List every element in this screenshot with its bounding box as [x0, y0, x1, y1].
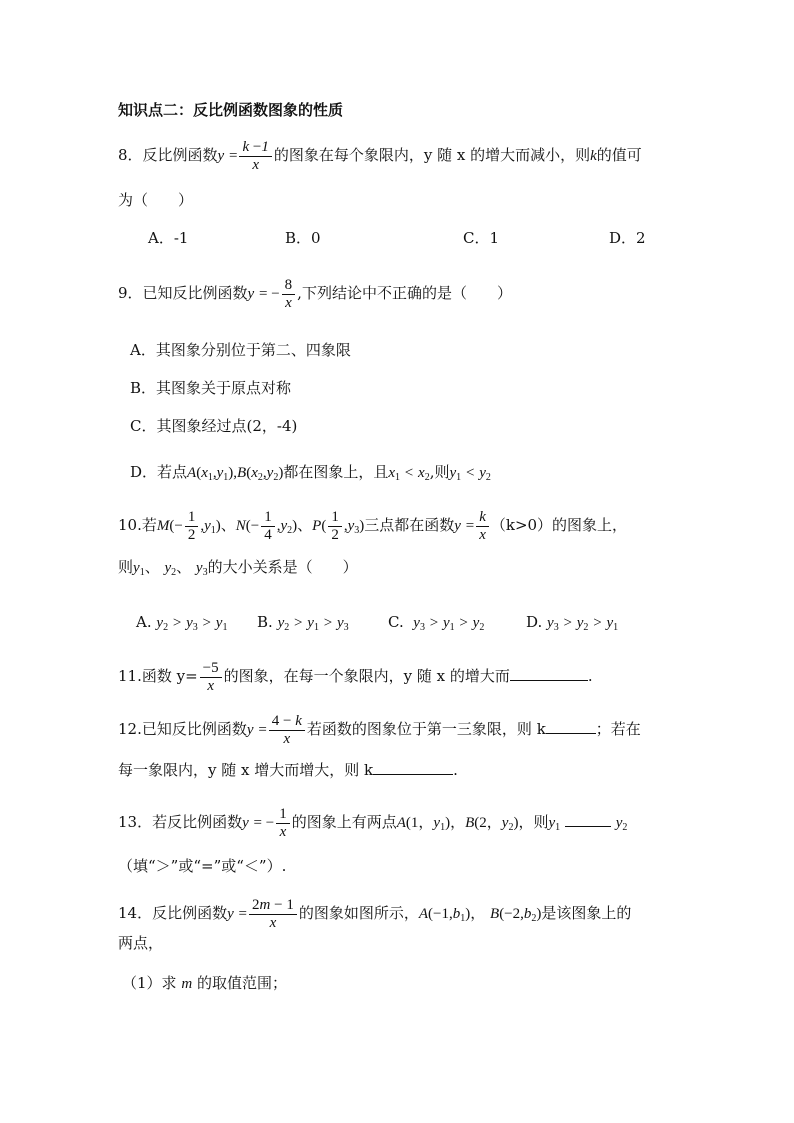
fraction-1-over-2-b: $\frac{1}{2}$ — [328, 509, 342, 544]
question-9: 9．已知反比例函数y = − $\frac{8}{x}$ ,下列结论中不正确的是（ ） — [118, 276, 512, 311]
question-8: 8．反比例函数y = $\frac{k -1}{x}$ 的图象在每个象限内，y 随 x 的增大而减小，则k的值可 — [118, 138, 642, 173]
option-9d[interactable]: D．若点$A(x_1,y_1),B(x_2,y_2)$都在图象上，且$x_1 < x_2$,则$y_1 < y_2$ — [130, 463, 491, 483]
question-10-line2: 则$y_1$、 $y_2$、 $y_3$的大小关系是（ ） — [118, 558, 358, 578]
option-8d[interactable]: D．2 — [609, 229, 646, 247]
question-12-line2: 每一象限内，y 随 x 增大而增大，则 k . — [118, 761, 458, 779]
fraction-8-over-x: $\frac{8}{x}$ — [282, 277, 296, 312]
answer-blank-12a[interactable] — [546, 718, 596, 734]
answer-blank-13[interactable] — [565, 811, 611, 827]
question-12: 12.已知反比例函数y = $\frac{4 - k}{x}$ 若函数的图象位于第一三象限，则 k ；若在 — [118, 712, 641, 747]
question-10: 10.若M(− $\frac{1}{2}$ $,y_1$)、N(− $\frac{1}{4}$ $,y_2$)、P( $\frac{1}{2}$ $,y_3$)三点都在函数y = $\frac{k}{x}$ （k>0）的图象上， — [118, 508, 628, 543]
formula-y: y — [217, 148, 225, 164]
fraction-neg5-over-x: $\frac{-5}{x}$ — [200, 660, 222, 695]
question-14: 14．反比例函数y = $\frac{2m - 1}{x}$ 的图象如图所示，$A(-1,b_1)$， $B(-2,b_2)$是该图象上的 — [118, 896, 632, 931]
question-8-line2: 为（ ） — [118, 191, 194, 209]
fraction-1-over-2: $\frac{1}{2}$ — [185, 509, 199, 544]
option-8a[interactable]: A．-1 — [148, 229, 189, 247]
option-8c[interactable]: C．1 — [463, 229, 500, 247]
fraction-4-minus-k-over-x: $\frac{4 - k}{x}$ — [269, 713, 305, 748]
fraction-k-over-x: $\frac{k}{x}$ — [476, 509, 489, 544]
option-9a[interactable]: A．其图象分别位于第二、四象限 — [130, 341, 351, 359]
question-13: 13．若反比例函数y = − $\frac{1}{x}$ 的图象上有两点A(1，$y_1$)，B(2，$y_2$)，则$y_1$ $y_2$ — [118, 805, 628, 840]
option-9c[interactable]: C．其图象经过点(2，-4) — [130, 417, 298, 435]
option-10b[interactable]: B. $y_2 > y_1 > y_3$ — [257, 613, 349, 633]
question-11: 11.函数 y= $\frac{-5}{x}$ 的图象，在每一个象限内，y 随 x 的增大而 . — [118, 659, 593, 694]
option-10c[interactable]: C. $y_3 > y_1 > y_2$ — [388, 613, 485, 633]
question-14-part1: （1）求 m 的取值范围； — [122, 974, 287, 992]
fraction-k-minus-1-over-x: $\frac{k -1}{x}$ — [239, 139, 271, 174]
option-10a[interactable]: A. $y_2 > y_3 > y_1$ — [136, 613, 228, 633]
section-title: 知识点二：反比例函数图象的性质 — [118, 101, 344, 119]
fraction-1-over-x: $\frac{1}{x}$ — [276, 806, 290, 841]
option-8b[interactable]: B．0 — [285, 229, 321, 247]
option-9b[interactable]: B．其图象关于原点对称 — [130, 379, 292, 397]
fraction-2m-minus-1-over-x: $\frac{2m - 1}{x}$ — [249, 897, 297, 932]
option-10d[interactable]: D. $y_3 > y_2 > y_1$ — [526, 613, 619, 633]
answer-blank-12b[interactable] — [373, 759, 453, 775]
question-14-line2: 两点， — [118, 934, 164, 952]
question-13-line2: （填“＞”或“=”或“＜”）. — [118, 857, 287, 875]
fraction-1-over-4: $\frac{1}{4}$ — [261, 509, 275, 544]
answer-blank-11[interactable] — [510, 665, 588, 681]
